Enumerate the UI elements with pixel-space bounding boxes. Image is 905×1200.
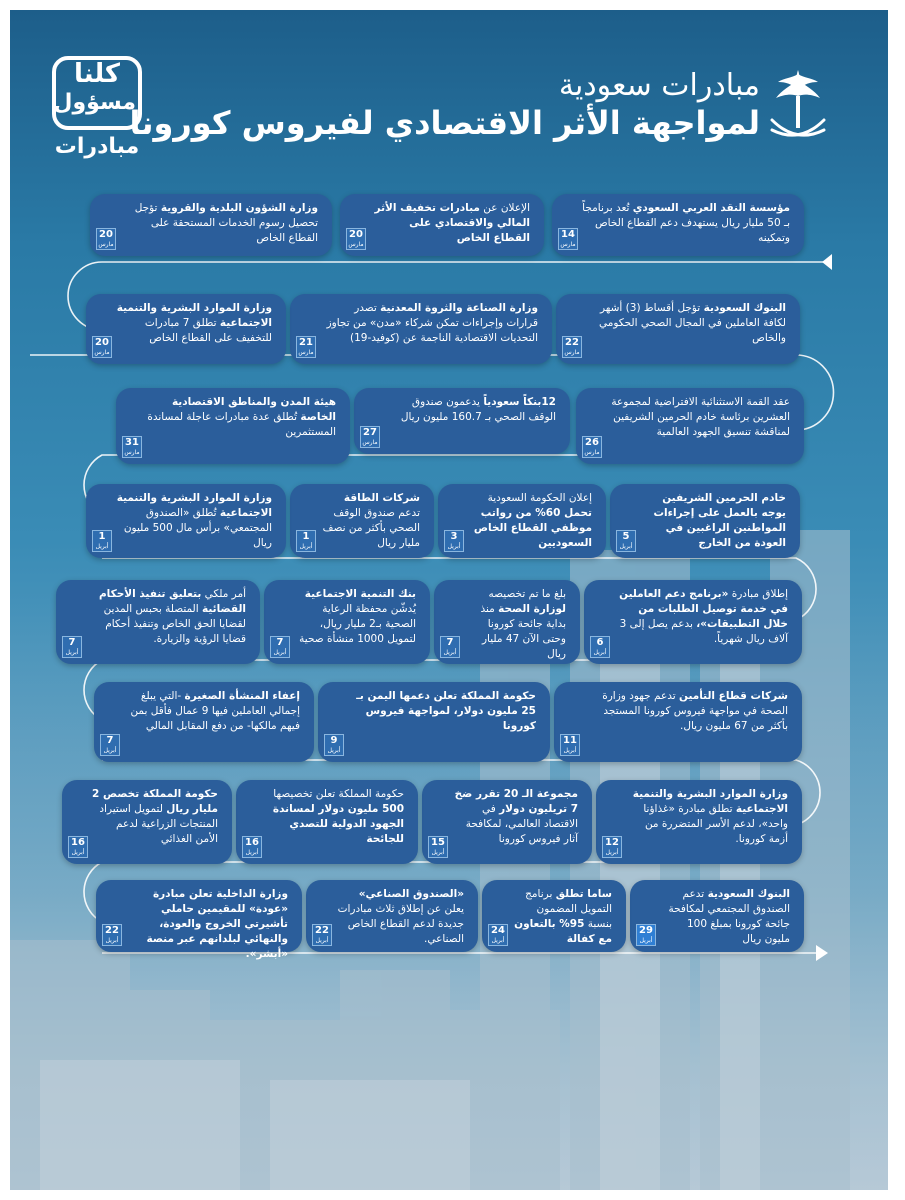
- timeline-card: حكومة المملكة تخصص 2 مليار ريال لتمويل استيراد المنتجات الزراعية لدعم الأمن الغذائي 16 أبريل: [62, 780, 232, 864]
- date-badge: 21 مارس: [296, 336, 316, 358]
- date-badge: 31 مارس: [122, 436, 142, 458]
- timeline-card: وزارة الموارد البشرية والتنمية الاجتماعية تطلق 7 مبادرات للتخفيف على القطاع الخاص 20 مارس: [86, 294, 286, 364]
- date-badge: 16 أبريل: [68, 836, 88, 858]
- date-badge: 1 أبريل: [296, 530, 316, 552]
- timeline-card: بلغ ما تم تخصيصه لوزارة الصحة منذ بداية جائحة كورونا وحتى الآن 47 مليار ريال 7 أبريل: [434, 580, 580, 664]
- date-badge: 14 مارس: [558, 228, 578, 250]
- timeline-card: شركات الطاقة تدعم صندوق الوقف الصحي بأكثر من نصف مليار ريال 1 أبريل: [290, 484, 434, 558]
- date-badge: 12 أبريل: [602, 836, 622, 858]
- timeline-card: هيئة المدن والمناطق الاقتصادية الخاصة تُطلق عدة مبادرات عاجلة لمساندة المستثمرين 31 مارس: [116, 388, 350, 464]
- title-line-2: لمواجهة الأثر الاقتصادي لفيروس كورونا: [129, 104, 760, 142]
- timeline-card: البنوك السعودية تدعم الصندوق المجتمعي لمكافحة جائحة كورونا بمبلغ 100 مليون ريال 29 أبريل: [630, 880, 804, 952]
- timeline-card: إعلان الحكومة السعودية تحمل 60% من رواتب موظفي القطاع الخاص السعوديين 3 أبريل: [438, 484, 606, 558]
- timeline-card: مجموعة الـ 20 تقرر ضخ 7 تريليون دولار في الاقتصاد العالمي، لمكافحة آثار فيروس كورونا 15 أبريل: [422, 780, 592, 864]
- date-badge: 15 أبريل: [428, 836, 448, 858]
- timeline-card: شركات قطاع التأمين تدعم جهود وزارة الصحة في مواجهة فيروس كورونا المستجد بأكثر من 67 مليون ريال. 11 أبريل: [554, 682, 802, 762]
- flow-arrow-end-icon: [816, 945, 828, 961]
- date-badge: 6 أبريل: [590, 636, 610, 658]
- logo-text-kulna: كلنا: [73, 59, 121, 89]
- date-badge: 27 مارس: [360, 426, 380, 448]
- timeline-card: إطلاق مبادرة «برنامج دعم العاملين في خدمة توصيل الطلبات من خلال التطبيقات»، بدعم يصل إلى 3 آلاف ريال شهرياً. 6 أبريل: [584, 580, 802, 664]
- date-badge: 20 مارس: [346, 228, 366, 250]
- date-badge: 22 أبريل: [102, 924, 122, 946]
- date-badge: 22 أبريل: [312, 924, 332, 946]
- timeline-card: أمر ملكي بتعليق تنفيذ الأحكام القضائية المتصلة بحبس المدين لقضايا الحق الخاص وتنفيذ أحكام قضايا الرؤية والزيارة. 7 أبريل: [56, 580, 260, 664]
- timeline-card: 12بنكاً سعودياً يدعمون صندوق الوقف الصحي بـ 160.7 مليون ريال 27 مارس: [354, 388, 570, 454]
- timeline-card: حكومة المملكة تعلن دعمها اليمن بـ 25 مليون دولار، لمواجهة فيروس كورونا 9 أبريل: [318, 682, 550, 762]
- date-badge: 24 أبريل: [488, 924, 508, 946]
- timeline-card: حكومة المملكة تعلن تخصيصها 500 مليون دولار لمساندة الجهود الدولية للتصدي للجائحة 16 أبريل: [236, 780, 418, 864]
- logo-text-masool: مسؤول: [53, 90, 136, 115]
- timeline-card: وزارة الموارد البشرية والتنمية الاجتماعية تطلق مبادرة «غذاؤنا واحد»، لدعم الأسر المتضررة من أزمة كورونا. 12 أبريل: [596, 780, 802, 864]
- date-badge: 5 أبريل: [616, 530, 636, 552]
- timeline-card: خادم الحرمين الشريفين يوجه بالعمل على إجراءات المواطنين الراغبين في العودة من الخارج 5 أبريل: [610, 484, 800, 558]
- date-badge: 11 أبريل: [560, 734, 580, 756]
- timeline-card: ساما تطلق برنامج التمويل المضمون بنسبة 95% بالتعاون مع كفالة 24 أبريل: [482, 880, 626, 952]
- date-badge: 22 مارس: [562, 336, 582, 358]
- date-badge: 7 أبريل: [270, 636, 290, 658]
- timeline-card: وزارة الشؤون البلدية والقروية تؤجل تحصيل رسوم الخدمات المستحقة على القطاع الخاص 20 مارس: [90, 194, 332, 256]
- date-badge-highlighted: 29 أبريل: [636, 924, 656, 946]
- date-badge: 26 مارس: [582, 436, 602, 458]
- date-badge: 7 أبريل: [62, 636, 82, 658]
- date-badge: 7 أبريل: [440, 636, 460, 658]
- infographic: [10, 10, 888, 1190]
- date-badge: 20 مارس: [96, 228, 116, 250]
- timeline-card: بنك التنمية الاجتماعية يُدشّن محفظة الرعاية الصحية بـ2 مليار ريال، لتمويل 1000 منشأة صحية 7 أبريل: [264, 580, 430, 664]
- logo-text-mubadarat: مبادرات: [54, 134, 140, 159]
- flow-arrow-start-icon: [822, 254, 832, 270]
- title-line-1: مبادرات سعودية: [558, 68, 760, 103]
- date-badge: 1 أبريل: [92, 530, 112, 552]
- timeline-card: عقد القمة الاستثنائية الافتراضية لمجموعة العشرين برئاسة خادم الحرمين الشريفين لمناقشة تنسيق الجهود العالمية 26 مارس: [576, 388, 804, 464]
- timeline-card: وزارة الداخلية تعلن مبادرة «عودة» للمقيمين حاملي تأشيرتي الخروج والعودة، والنهائي لبلدانهم عبر منصة «أبشر». 22 أبريل: [96, 880, 302, 952]
- date-badge: 9 أبريل: [324, 734, 344, 756]
- timeline-card: البنوك السعودية تؤجل أقساط (3) أشهر لكافة العاملين في المجال الصحي الحكومي والخاص 22 مارس: [556, 294, 800, 364]
- date-badge: 20 مارس: [92, 336, 112, 358]
- timeline-card: وزارة الصناعة والثروة المعدنية تصدر قرارات وإجراءات تمكن شركاء «مدن» من تجاوز التحديات الاقتصادية الناجمة عن (كوفيد-19) 21 مارس: [290, 294, 552, 364]
- timeline-card: وزارة الموارد البشرية والتنمية الاجتماعية تُطلق «الصندوق المجتمعي» برأس مال 500 مليون ريال 1 أبريل: [86, 484, 286, 558]
- timeline-card: مؤسسة النقد العربي السعودي تُعد برنامجاً بـ 50 مليار ريال يستهدف دعم القطاع الخاص وتمكينه 14 مارس: [552, 194, 804, 256]
- timeline-card: «الصندوق الصناعي» يعلن عن إطلاق ثلاث مبادرات جديدة لدعم القطاع الخاص الصناعي. 22 أبريل: [306, 880, 478, 952]
- date-badge: 7 أبريل: [100, 734, 120, 756]
- date-badge: 16 أبريل: [242, 836, 262, 858]
- timeline-card: إعفاء المنشأة الصغيرة -التي يبلغ إجمالي العاملين فيها 9 عمال فأقل بمن فيهم مالكها- من دفع المقابل المالي 7 أبريل: [94, 682, 314, 762]
- timeline-card: الإعلان عن مبادرات تخفيف الأثر المالي والاقتصادي على القطاع الخاص 20 مارس: [340, 194, 544, 256]
- date-badge: 3 أبريل: [444, 530, 464, 552]
